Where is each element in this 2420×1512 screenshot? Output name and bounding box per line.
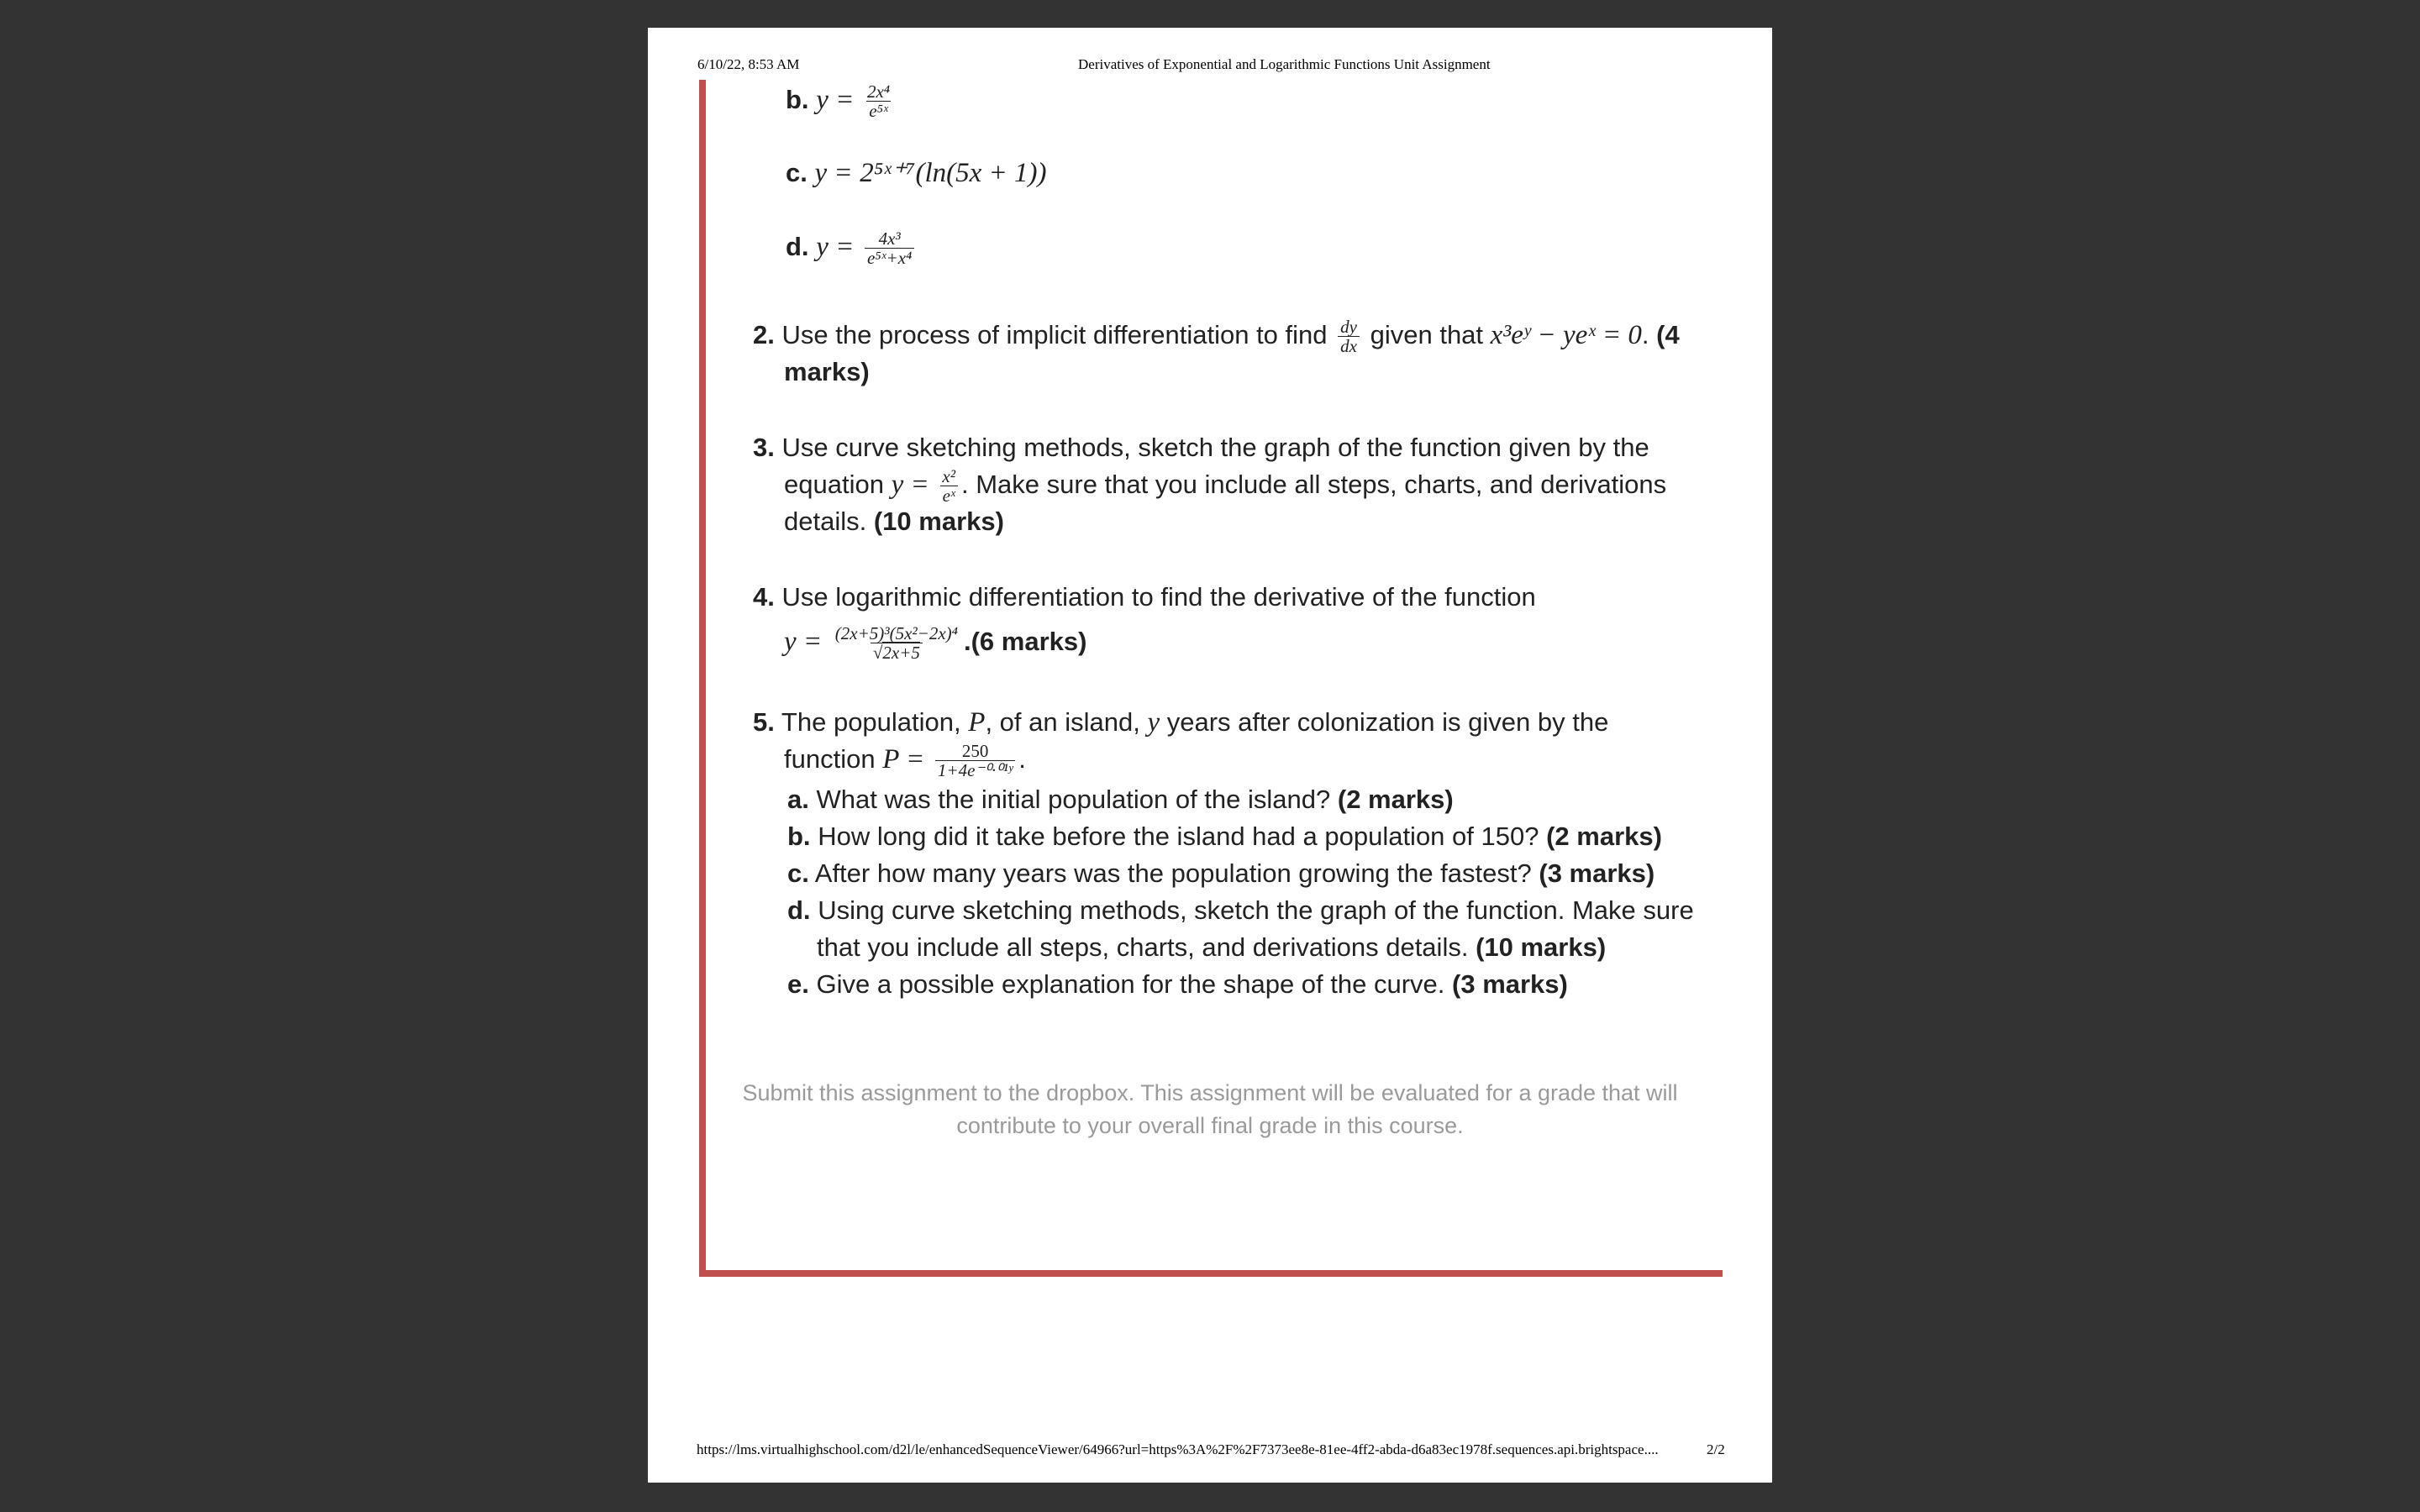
part-text: Using curve sketching methods, sketch the graph of the function. Make sure [818, 895, 1694, 925]
math-lhs: y = [814, 158, 853, 188]
question-text: details. [784, 507, 867, 536]
numerator: (2x+5)³(5x²−2x)⁴ [834, 623, 958, 644]
question-text: function [784, 744, 876, 774]
q5-part-e [787, 966, 1568, 1003]
marks: (10 marks) [873, 507, 1004, 536]
submit-note-line-1: Submit this assignment to the dropbox. This assignment will be evaluated for a grade that will [742, 1080, 1678, 1105]
page-header-title: Derivatives of Exponential and Logarithmic Functions Unit Assignment [1078, 56, 1491, 72]
q5-part-c [787, 855, 1655, 892]
denominator: dx [1338, 336, 1360, 355]
question-text: given that [1370, 320, 1484, 349]
q4-line-2 [784, 623, 1086, 662]
fraction [935, 742, 1015, 780]
q3-line-2 [784, 466, 1666, 505]
print-datetime: 6/10/22, 8:53 AM [697, 56, 800, 72]
part-text: After how many years was the population growing the fastest? [814, 858, 1532, 888]
q2-line-1 [753, 317, 1680, 355]
marks: (10 marks) [1476, 932, 1607, 962]
part-label: b. [787, 822, 811, 851]
denominator: e⁵ˣ+x⁴ [865, 248, 914, 267]
marks: (4 [1656, 320, 1680, 349]
question-number: 5. [753, 707, 775, 737]
page-number: 2/2 [1707, 1441, 1725, 1457]
math-variable: P [968, 707, 986, 738]
q3-line-1 [753, 429, 1649, 466]
math-lhs: y = [816, 85, 855, 115]
fraction [865, 82, 892, 120]
question-text: . Make sure that you include all steps, charts, and derivations [961, 470, 1667, 499]
question-text: The population, [781, 707, 961, 737]
q3-line-3 [784, 503, 1004, 540]
question-text: , of an island, [985, 707, 1140, 737]
marks: (3 marks) [1539, 858, 1655, 888]
marks: (3 marks) [1452, 969, 1568, 999]
fraction [939, 467, 958, 505]
submit-note-line-2: contribute to your overall final grade in this course. [956, 1113, 1464, 1138]
numerator: 4x³ [878, 228, 901, 249]
part-label: e. [787, 969, 809, 999]
question-text: Use curve sketching methods, sketch the graph of the function given by the [781, 433, 1649, 462]
math-variable: y [1147, 707, 1160, 738]
q1-part-d [786, 228, 918, 267]
denominator [871, 643, 923, 662]
marks: (2 marks) [1546, 822, 1662, 851]
part-label: c. [787, 858, 809, 888]
part-label: b. [786, 85, 809, 114]
q5-part-b [787, 818, 1662, 855]
q1-part-b [786, 81, 896, 120]
red-border-bottom [699, 1270, 1723, 1277]
numerator: x² [942, 466, 955, 487]
math-expression: x³eʸ − yeˣ = 0 [1490, 320, 1642, 350]
part-text: How long did it take before the island had a population of 150? [818, 822, 1539, 851]
q5-part-d [787, 892, 1694, 929]
q5-part-d-line-2 [817, 929, 1606, 966]
math-lhs: P = [882, 744, 925, 774]
pdf-page [648, 28, 1772, 1483]
fraction [833, 624, 960, 662]
denominator: 1+4e⁻⁰·⁰¹ʸ [935, 760, 1015, 780]
part-label: a. [787, 785, 809, 814]
math-lhs: y = [891, 470, 929, 500]
math-lhs: y = [816, 232, 855, 262]
q2-marks-continued: marks) [784, 357, 870, 386]
part-text: What was the initial population of the island? [816, 785, 1331, 814]
math-lhs: y = [784, 627, 823, 657]
question-number: 2. [753, 320, 775, 349]
question-text: Use the process of implicit differentiation to find [781, 320, 1328, 349]
q1-part-c [786, 155, 1047, 192]
question-text: years after colonization is given by the [1166, 707, 1609, 737]
marks: .(6 marks) [963, 627, 1087, 656]
numerator: dy [1340, 317, 1357, 338]
punctuation: . [1641, 320, 1649, 349]
q5-line-2 [784, 741, 1026, 780]
denominator: eˣ [940, 486, 958, 505]
fraction [1338, 318, 1360, 355]
sqrt-icon: √ [872, 643, 883, 664]
part-label: c. [786, 158, 808, 187]
q5-part-a [787, 781, 1454, 818]
math-expression: 2⁵ˣ⁺⁷(ln(5x + 1)) [860, 158, 1047, 188]
part-label: d. [786, 232, 809, 261]
part-text: that you include all steps, charts, and derivations details. [817, 932, 1469, 962]
q4-line-1 [753, 579, 1536, 616]
numerator: 250 [961, 741, 989, 762]
question-number: 3. [753, 433, 775, 462]
part-text: Give a possible explanation for the shape of the curve. [816, 969, 1445, 999]
part-label: d. [787, 895, 811, 925]
question-text: equation [784, 470, 884, 499]
fraction [865, 229, 914, 267]
question-text: Use logarithmic differentiation to find the derivative of the function [781, 582, 1536, 612]
numerator: 2x⁴ [866, 81, 891, 102]
marks: (2 marks) [1337, 785, 1454, 814]
radicand: 2x+5 [882, 643, 920, 664]
punctuation: . [1018, 744, 1026, 774]
footer-url: https://lms.virtualhighschool.com/d2l/le/enhancedSequenceViewer/64966?url=https%3A%2F%2F7373ee8e-81ee-4ff2-abda-d6a83ec1978f.sequences.api.brightspace.... [697, 1441, 1659, 1457]
denominator: e⁵ˣ [866, 101, 891, 120]
q5-line-1 [753, 704, 1608, 741]
question-number: 4. [753, 582, 775, 612]
